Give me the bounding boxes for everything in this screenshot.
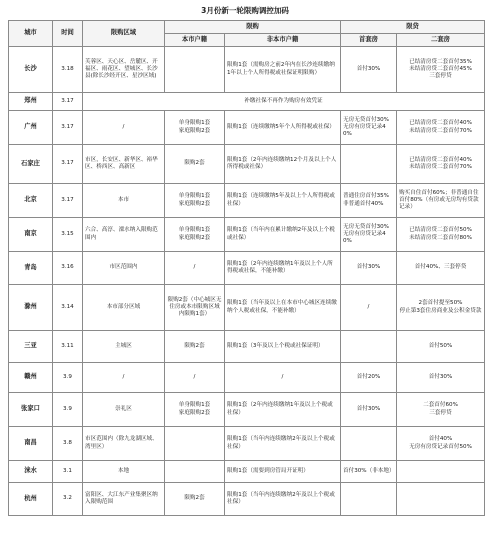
second-home-cell: 已结清房贷二套首付50% 未结清房贷二套首付80% <box>397 218 485 252</box>
second-home-cell: 首付30% <box>397 363 485 393</box>
table-row <box>9 47 485 93</box>
time-cell: 3.11 <box>53 331 83 363</box>
second-home-cell: 首付40% 无房有房贷记录首付50% <box>397 427 485 461</box>
city-cell: 涞水 <box>9 461 53 483</box>
city-cell: 南昌 <box>9 427 53 461</box>
table-row <box>9 393 485 427</box>
second-home-cell: 首付40%、三套停贷 <box>397 252 485 285</box>
area-cell: 主城区 <box>83 331 165 363</box>
local-cell: 限购2套 <box>165 483 225 516</box>
local-cell: 单身限购1套 家庭限购2套 <box>165 393 225 427</box>
second-home-cell: 2套首付提至50% 停止第3套住房商业及公积金贷款 <box>397 285 485 331</box>
table-row <box>9 145 485 184</box>
header-loan-group: 限贷 <box>341 21 485 34</box>
area-cell: 芙蓉区、天心区、岳麓区、开福区、雨花区、望城区、长沙县(除长沙经开区、星沙区域) <box>83 47 165 93</box>
table-row <box>9 111 485 145</box>
city-cell: 赣州 <box>9 363 53 393</box>
header-second-home: 二套房 <box>397 34 485 47</box>
local-cell: 限购2套 <box>165 331 225 363</box>
first-home-cell <box>341 427 397 461</box>
table-row <box>9 252 485 285</box>
notice-cell: 补缴社保不再作为购房有效凭证 <box>83 93 485 111</box>
local-cell: / <box>165 363 225 393</box>
area-cell: 六合、高淳、溧水纳入限购范围内 <box>83 218 165 252</box>
first-home-cell: 首付30% <box>341 47 397 93</box>
nonlocal-cell: 限购1套（2年内连续缴纳1年及以上个人所得税或社保，不能补缴） <box>225 252 341 285</box>
first-home-cell: 普通住房首付35% 非普通首付40% <box>341 184 397 218</box>
first-home-cell: 无房无贷首付30% 无房有房贷记录40% <box>341 218 397 252</box>
nonlocal-cell: 限购1套（当年及以上在本市中心城区连续缴纳个人税或社保，不能补缴） <box>225 285 341 331</box>
nonlocal-cell: 限购1套（3年及以上个税或社保证明） <box>225 331 341 363</box>
table-row <box>9 363 485 393</box>
nonlocal-cell: 限购1套（需购房之前2年内在长沙连续缴纳1年以上个人所得税或社保证明限购） <box>225 47 341 93</box>
table-row <box>9 285 485 331</box>
header-nonlocal: 非本市户籍 <box>225 34 341 47</box>
page-title: 3月份新一轮限购调控加码 <box>201 6 289 15</box>
area-cell: 本地 <box>83 461 165 483</box>
city-cell: 郑州 <box>9 93 53 111</box>
table-row <box>9 93 485 111</box>
time-cell: 3.14 <box>53 285 83 331</box>
area-cell: 崇礼区 <box>83 393 165 427</box>
table-row <box>9 483 485 516</box>
city-cell: 三亚 <box>9 331 53 363</box>
area-cell: / <box>83 363 165 393</box>
table-row <box>9 331 485 363</box>
local-cell: 单身限购1套 家庭限购2套 <box>165 184 225 218</box>
nonlocal-cell: 限购1套（连续缴纳5年个人所得税或社保） <box>225 111 341 145</box>
area-cell: 本市部分区域 <box>83 285 165 331</box>
second-home-cell: 已结清房贷二套首付40% 未结清房贷二套首付70% <box>397 145 485 184</box>
area-cell: 本市 <box>83 184 165 218</box>
city-cell: 青岛 <box>9 252 53 285</box>
header-area: 限购区域 <box>83 21 165 47</box>
area-cell: 市区，长安区、新华区、裕华区、桥西区、高新区 <box>83 145 165 184</box>
second-home-cell <box>397 461 485 483</box>
time-cell: 3.18 <box>53 47 83 93</box>
city-cell: 滁州 <box>9 285 53 331</box>
city-cell: 张家口 <box>9 393 53 427</box>
city-cell: 长沙 <box>9 47 53 93</box>
nonlocal-cell: 限购1套（需要到房管局开证明） <box>225 461 341 483</box>
table-row <box>9 184 485 218</box>
area-cell: 富阳区、大江东产业集聚区纳入限购范围 <box>83 483 165 516</box>
first-home-cell: 首付30% <box>341 252 397 285</box>
area-cell: / <box>83 111 165 145</box>
city-cell: 广州 <box>9 111 53 145</box>
header-time: 时间 <box>53 21 83 47</box>
nonlocal-cell: 限购1套（2年内连续缴纳1年及以上个税或社保） <box>225 393 341 427</box>
second-home-cell <box>397 483 485 516</box>
nonlocal-cell: 限购1套（2年内连续缴纳12个月及以上个人所得税或社保） <box>225 145 341 184</box>
local-cell: / <box>165 252 225 285</box>
policy-table <box>8 20 485 516</box>
time-cell: 3.17 <box>53 93 83 111</box>
time-cell: 3.9 <box>53 363 83 393</box>
city-cell: 北京 <box>9 184 53 218</box>
second-home-cell: 首付50% <box>397 331 485 363</box>
first-home-cell: / <box>341 285 397 331</box>
local-cell: 限购2套（中心城区无住房或本市限购区域内限购1套） <box>165 285 225 331</box>
header-row-1 <box>9 21 485 34</box>
nonlocal-cell: 限购1套（当年内连续缴纳2年及以上个税或社保） <box>225 483 341 516</box>
time-cell: 3.9 <box>53 393 83 427</box>
local-cell: 单身限购1套 家庭限购2套 <box>165 111 225 145</box>
first-home-cell: 无房无贷首付30% 无房有房贷记录40% <box>341 111 397 145</box>
time-cell: 3.1 <box>53 461 83 483</box>
first-home-cell <box>341 145 397 184</box>
local-cell: 限购2套 <box>165 145 225 184</box>
first-home-cell <box>341 331 397 363</box>
nonlocal-cell: / <box>225 363 341 393</box>
local-cell <box>165 47 225 93</box>
time-cell: 3.15 <box>53 218 83 252</box>
time-cell: 3.2 <box>53 483 83 516</box>
city-cell: 南京 <box>9 218 53 252</box>
first-home-cell <box>341 483 397 516</box>
city-cell: 石家庄 <box>9 145 53 184</box>
time-cell: 3.17 <box>53 111 83 145</box>
time-cell: 3.17 <box>53 145 83 184</box>
first-home-cell: 首付30% <box>341 393 397 427</box>
nonlocal-cell: 限购1套（当年内连续缴纳2年及以上个税或社保） <box>225 427 341 461</box>
area-cell: 市区范围内（除九龙湖区域、湾里区） <box>83 427 165 461</box>
header-first-home: 首套房 <box>341 34 397 47</box>
time-cell: 3.17 <box>53 184 83 218</box>
second-home-cell: 已结清房贷二套首付35% 未结清房贷二套首付45% 三套停贷 <box>397 47 485 93</box>
first-home-cell: 首付20% <box>341 363 397 393</box>
table-row <box>9 461 485 483</box>
local-cell <box>165 461 225 483</box>
first-home-cell: 首付30%（非本地） <box>341 461 397 483</box>
area-cell: 市区范围内 <box>83 252 165 285</box>
time-cell: 3.8 <box>53 427 83 461</box>
local-cell: 单身限购1套 家庭限购2套 <box>165 218 225 252</box>
header-local: 本市户籍 <box>165 34 225 47</box>
time-cell: 3.16 <box>53 252 83 285</box>
second-home-cell: 已结清房贷二套首付40% 未结清房贷二套首付70% <box>397 111 485 145</box>
table-row <box>9 427 485 461</box>
second-home-cell: 购买自住首付60%；非普通自住首付80%（有房或无房均有贷款记录） <box>397 184 485 218</box>
nonlocal-cell: 限购1套（当年内在累计缴纳2年及以上个税或社保） <box>225 218 341 252</box>
city-cell: 杭州 <box>9 483 53 516</box>
local-cell <box>165 427 225 461</box>
header-purchase-group: 限购 <box>165 21 341 34</box>
nonlocal-cell: 限购1套（连续缴纳5年及以上个人所得税或社保） <box>225 184 341 218</box>
header-city: 城市 <box>9 21 53 47</box>
second-home-cell: 二套首付60% 三套停贷 <box>397 393 485 427</box>
table-row <box>9 218 485 252</box>
